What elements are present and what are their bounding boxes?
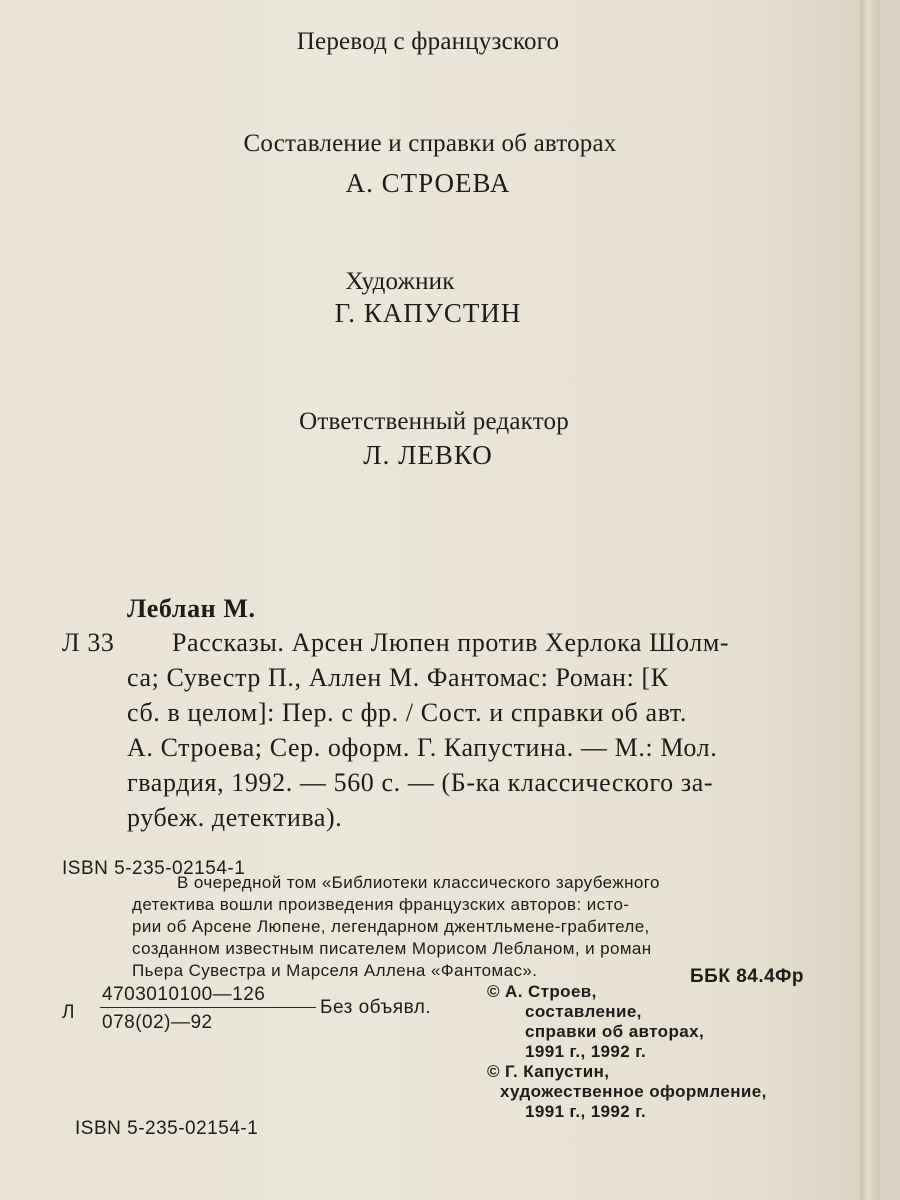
index-numerator: 4703010100—126 <box>102 984 266 1005</box>
copyright-line-4: 1991 г., 1992 г. <box>525 1042 647 1061</box>
bottom-isbn: ISBN 5-235-02154-1 <box>75 1118 259 1139</box>
index-denominator: 078(02)—92 <box>102 1012 213 1033</box>
copyright-line-2: составление, <box>525 1002 642 1021</box>
page-edge <box>860 0 880 1200</box>
price-note: Без объявл. <box>320 997 432 1018</box>
compiler-label: Составление и справки об авторах <box>243 130 617 157</box>
fraction-rule <box>100 1007 316 1008</box>
catalog-isbn: ISBN 5-235-02154-1 <box>62 858 246 879</box>
artist-label: Художник <box>345 268 455 295</box>
catalog-line-4: А. Строева; Сер. оформ. Г. Капустина. — М.: Мол. <box>127 733 718 762</box>
copyright-line-1: © А. Строев, <box>487 982 597 1001</box>
copyright-line-5: © Г. Капустин, <box>487 1062 610 1081</box>
catalog-line-5: гвардия, 1992. — 560 с. — (Б-ка классического за- <box>127 768 714 797</box>
catalog-index: Л 33 <box>62 628 115 657</box>
annotation-line-4: созданном известным писателем Морисом Лебланом, и роман <box>132 939 652 958</box>
catalog-line-1: Рассказы. Арсен Люпен против Херлока Шолм- <box>172 628 730 657</box>
catalog-line-6: рубеж. детектива). <box>127 803 343 832</box>
artist-name: Г. КАПУСТИН <box>334 298 522 328</box>
annotation-line-5: Пьера Сувестра и Марселя Аллена «Фантомас». <box>132 961 538 980</box>
copyright-line-7: 1991 г., 1992 г. <box>525 1102 647 1121</box>
translation-note: Перевод с французского <box>296 28 560 55</box>
bbk-code: ББК 84.4Фр <box>690 966 804 987</box>
annotation-line-1: В очередной том «Библиотеки классического зарубежного <box>177 873 660 892</box>
copyright-line-3: справки об авторах, <box>525 1022 705 1041</box>
catalog-line-3: сб. в целом]: Пер. с фр. / Сост. и справки об авт. <box>127 698 688 727</box>
annotation-line-2: детектива вошли произведения французских авторов: исто- <box>132 895 630 914</box>
editor-name: Л. ЛЕВКО <box>363 440 493 470</box>
catalog-line-2: са; Сувестр П., Аллен М. Фантомас: Роман: [К <box>127 663 669 692</box>
copyright-line-6: художественное оформление, <box>500 1082 767 1101</box>
annotation-line-3: рии об Арсене Люпене, легендарном джентльмене-грабителе, <box>132 917 650 936</box>
compiler-name: А. СТРОЕВА <box>345 168 511 198</box>
editor-label: Ответственный редактор <box>299 408 569 435</box>
index-letter: Л <box>62 1002 75 1023</box>
catalog-author: Леблан М. <box>127 594 256 623</box>
